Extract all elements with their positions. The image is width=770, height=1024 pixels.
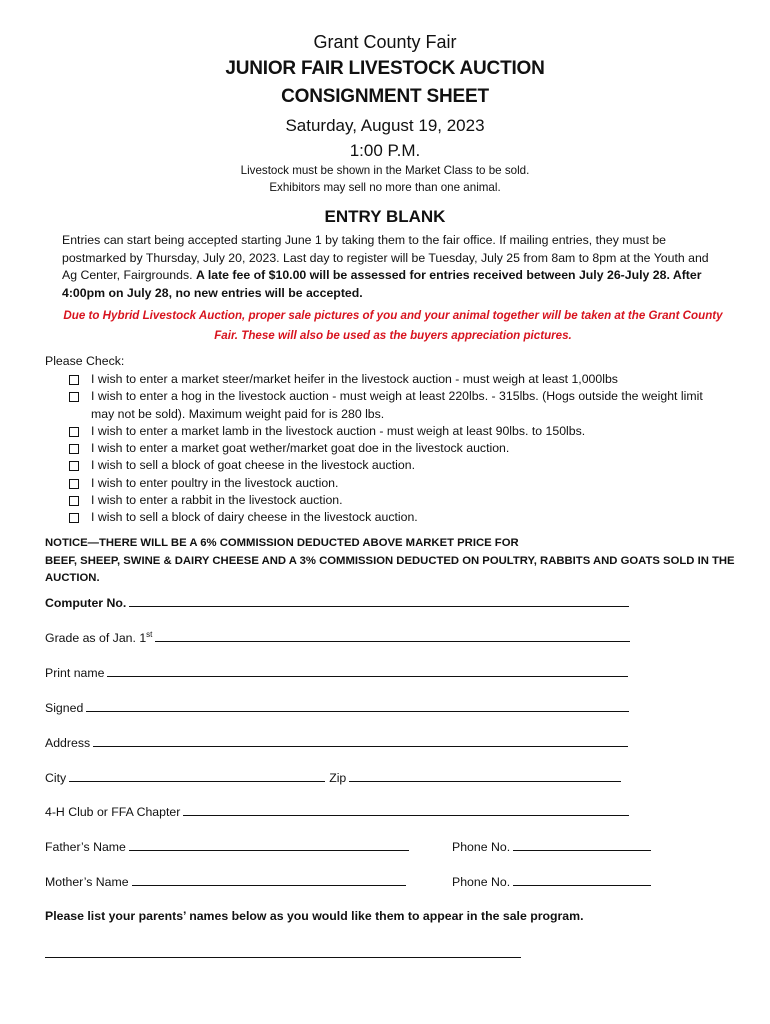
city-input-line[interactable] xyxy=(69,770,325,782)
mother-phone-input-line[interactable] xyxy=(513,874,651,886)
checklist-item-label: I wish to enter a market steer/market heifer in the livestock auction - must weigh at least 1,000lbs xyxy=(91,372,618,386)
late-fee-text: A late fee of $10.00 will be assessed for entries received between July 26-July 28. After 4:00pm on July 28, no new entries will be accepted. xyxy=(62,268,702,300)
club-input-line[interactable] xyxy=(183,804,629,816)
father-phone-field xyxy=(452,839,651,854)
checklist-item xyxy=(67,457,717,474)
address-input-line[interactable] xyxy=(93,735,628,747)
hybrid-auction-note: Due to Hybrid Livestock Auction, proper sale pictures of you and your animal together will be taken at the Grant County Fair. These will also be used as the buyers appreciation pictures. xyxy=(63,309,723,342)
commission-notice-line1: NOTICE—THERE WILL BE A 6% COMMISSION DEDUCTED ABOVE MARKET PRICE FOR xyxy=(45,537,519,549)
grade-label-text: Grade as of Jan. 1 xyxy=(45,631,147,646)
market-class-note: Livestock must be shown in the Market Class to be sold. xyxy=(240,164,530,177)
checkbox[interactable] xyxy=(69,479,79,489)
mother-name-label: Mother’s Name xyxy=(45,875,129,889)
parents-instruction: Please list your parents’ names below as you would like them to appear in the sale program. xyxy=(45,909,584,923)
print-name-input-line[interactable] xyxy=(107,665,628,677)
checkbox[interactable] xyxy=(69,444,79,454)
checklist-item-label: I wish to enter a market lamb in the livestock auction - must weigh at least 90lbs. to 150lbs. xyxy=(91,423,586,438)
father-phone-label: Phone No. xyxy=(452,840,511,854)
mother-phone-field xyxy=(452,874,651,889)
one-animal-note: Exhibitors may sell no more than one animal. xyxy=(269,181,501,194)
checklist-item-label: I wish to enter a hog in the livestock auction - must weigh at least 220lbs. - 315lbs. (Hogs outside the weight limit may not be sold). Maximum weight paid for is 280 lbs. xyxy=(91,389,703,421)
mother-name-input-line[interactable] xyxy=(132,874,406,886)
checklist-item-label: I wish to enter a market goat wether/market goat doe in the livestock auction. xyxy=(91,441,510,456)
checklist-item xyxy=(67,371,717,388)
zip-input-line[interactable] xyxy=(349,770,621,782)
grade-label xyxy=(45,630,152,645)
father-phone-input-line[interactable] xyxy=(513,839,651,851)
computer-no-field xyxy=(45,595,629,610)
checklist-item xyxy=(67,475,717,492)
grade-label-sup: st xyxy=(146,630,153,639)
grade-input-line[interactable] xyxy=(155,630,630,642)
form-title-line1: JUNIOR FAIR LIVESTOCK AUCTION xyxy=(225,58,545,79)
checkbox[interactable] xyxy=(69,513,79,523)
signed-input-line[interactable] xyxy=(86,700,629,712)
father-name-input-line[interactable] xyxy=(129,839,409,851)
checklist-item xyxy=(67,440,717,457)
org-name: Grant County Fair xyxy=(313,32,457,52)
signed-field xyxy=(45,700,629,715)
checklist-item-label: I wish to sell a block of goat cheese in the livestock auction. xyxy=(91,458,415,473)
address-field xyxy=(45,735,628,750)
checklist-item-label: I wish to sell a block of dairy cheese in the livestock auction. xyxy=(91,510,418,525)
grade-field xyxy=(45,630,630,645)
father-name-field xyxy=(45,839,409,854)
checkbox[interactable] xyxy=(69,461,79,471)
address-label: Address xyxy=(45,736,91,750)
checkbox[interactable] xyxy=(69,392,79,402)
entry-blank-heading: ENTRY BLANK xyxy=(324,207,446,226)
print-name-label: Print name xyxy=(45,666,105,680)
entry-instructions xyxy=(62,232,724,302)
computer-no-label: Computer No. xyxy=(45,596,127,610)
checklist-item xyxy=(67,423,717,440)
checklist-item xyxy=(67,492,717,509)
checkbox[interactable] xyxy=(69,427,79,437)
auction-time: 1:00 P.M. xyxy=(349,141,421,160)
city-label: City xyxy=(45,771,67,785)
zip-label: Zip xyxy=(329,771,347,785)
city-zip-field xyxy=(45,770,621,785)
checkbox[interactable] xyxy=(69,375,79,385)
entry-instructions-text: Entries can start being accepted starting June 1 by taking them to the fair office. If mailing entries, they must be postmarked by Thursday, July 20, 2023. Last day to register will be Tuesday, July 25 from 8am to 8pm at the Youth and Ag Center, Fairgrounds. xyxy=(62,233,709,283)
please-check-heading: Please Check: xyxy=(45,354,125,368)
signed-label: Signed xyxy=(45,701,84,715)
checklist-item xyxy=(67,509,717,526)
mother-name-field xyxy=(45,874,406,889)
print-name-field xyxy=(45,665,628,680)
checklist-item-label: I wish to enter a rabbit in the livestock auction. xyxy=(91,493,343,508)
checklist-item xyxy=(67,388,717,423)
checkbox[interactable] xyxy=(69,496,79,506)
mother-phone-label: Phone No. xyxy=(452,875,511,889)
parents-names-input-line[interactable] xyxy=(45,957,521,958)
form-title-line2: CONSIGNMENT SHEET xyxy=(281,86,489,107)
auction-date: Saturday, August 19, 2023 xyxy=(285,116,485,135)
computer-no-input-line[interactable] xyxy=(129,595,629,607)
checklist-item-label: I wish to enter poultry in the livestock auction. xyxy=(91,475,339,490)
commission-notice xyxy=(45,535,735,588)
father-name-label: Father’s Name xyxy=(45,840,126,854)
club-field xyxy=(45,804,629,819)
club-label: 4-H Club or FFA Chapter xyxy=(45,805,181,819)
commission-notice-line2: BEEF, SHEEP, SWINE & DAIRY CHEESE AND A 3% COMMISSION DEDUCTED ON POULTRY, RABBITS AND GOATS SOLD IN THE AUCTION. xyxy=(45,554,735,584)
entry-checklist xyxy=(67,371,717,527)
